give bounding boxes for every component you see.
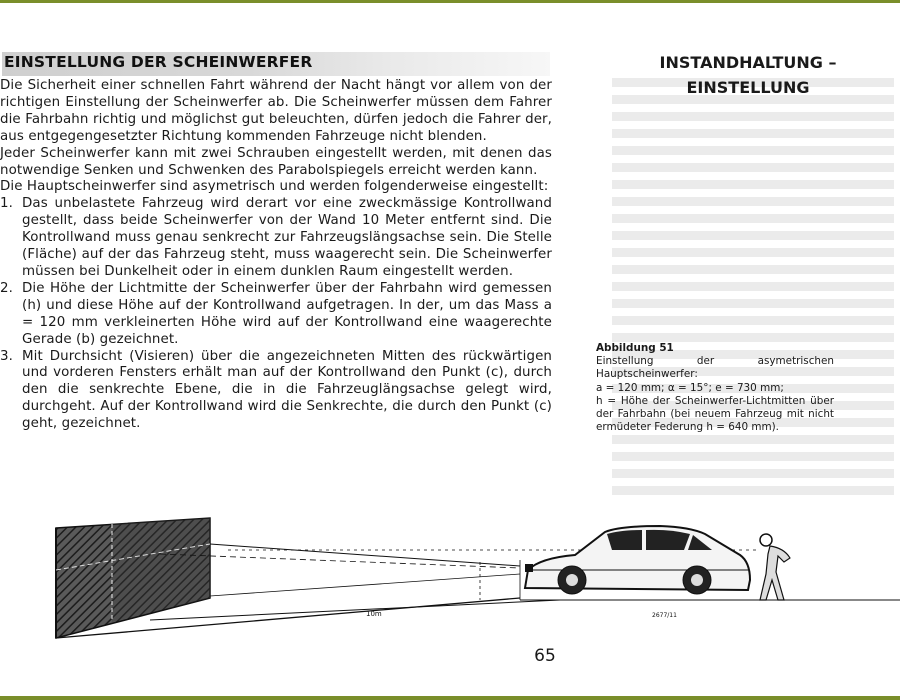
step-text: Das unbelastete Fahrzeug wird derart vor eine zweckmässige Kontrollwand gestellt, dass beide Scheinwerfer von der Wand 10 Meter entfernt sind. Die Kontrollwand muss genau senkrecht zur Fahrzeugslängsachse sein. Die Stelle (Fläche) auf der das Fahrzeug steht, muss waagerecht sein. Die Scheinwerfer müssen bei Dunkelheit oder in einem dunklen Raum eingestellt werden.: [22, 196, 552, 279]
step-item: [0, 349, 552, 434]
page-number: 65: [534, 646, 556, 666]
step-number: 2.: [0, 280, 13, 296]
bottom-border: [0, 696, 900, 700]
section-title-line-1: INSTANDHALTUNG –: [659, 53, 837, 72]
distance-label: 10m: [366, 610, 382, 618]
bleed-through-text: [612, 78, 894, 498]
step-text: Die Höhe der Lichtmitte der Scheinwerfer über der Fahrbahn wird gemessen (h) und diese Höhe auf der Kontrollwand aufgetragen. In der, um das Mass a = 120 mm verkleinerten Höhe wird auf der Kontrollwand eine waagerechte Gerade (b) gezeichnet.: [22, 280, 552, 347]
caption-line: Einstellung der asymetrischen Hauptscheinwerfer:: [596, 355, 834, 381]
step-number: 1.: [0, 196, 13, 212]
top-border: [0, 0, 900, 3]
intro-paragraph: Die Sicherheit einer schnellen Fahrt während der Nacht hängt vor allem von der richtigen Einstellung der Scheinwerfer ab. Die Scheinwerfer müssen dem Fahrer die Fahrbahn richtig und möglichst gut beleuchten, dürfen jedoch die Fahrer der, aus entgegengesetzter Richtung kommenden Fahrzeuge nicht blenden.: [0, 78, 552, 144]
figure-caption: [596, 342, 834, 434]
intro-paragraph: Die Hauptscheinwerfer sind asymetrisch und werden folgenderweise eingestellt:: [0, 179, 549, 195]
caption-title: Abbildung 51: [596, 342, 674, 354]
body-text: [0, 78, 552, 433]
step-number: 3.: [0, 348, 13, 364]
page-heading: EINSTELLUNG DER SCHEINWERFER: [4, 53, 313, 71]
observer-figure: [760, 534, 790, 600]
figure-id-label: 2677/11: [652, 612, 677, 619]
caption-line: h = Höhe der Scheinwerfer-Lichtmitten über der Fahrbahn (bei neuem Fahrzeug mit nicht ermüdeter Federung h = 640 mm).: [596, 394, 834, 434]
car-illustration: [525, 526, 750, 594]
intro-paragraph: Jeder Scheinwerfer kann mit zwei Schrauben eingestellt werden, mit denen das notwendige Senken und Schwenken des Parabolspiegels erreicht werden kann.: [0, 145, 552, 178]
caption-line: a = 120 mm; α = 15°; e = 730 mm;: [596, 381, 784, 394]
step-item: [0, 196, 552, 281]
step-text: Mit Durchsicht (Visieren) über die angezeichneten Mitten des rückwärtigen und vorderen Fensters erhält man auf der Kontrollwand den Punkt (c), durch den die senkrechte Ebene, die in die Fahrzeuglängsachse gelegt wird, durchgeht. Auf der Kontrollwand wird die Senkrechte, die durch den Punkt (c) geht, gezeichnet.: [22, 348, 552, 432]
steps-list: [0, 196, 552, 433]
headlight-adjustment-illustration: [0, 500, 900, 650]
control-wall: [56, 518, 210, 638]
section-title-line-2: EINSTELLUNG: [686, 78, 810, 97]
step-item: [0, 281, 552, 349]
